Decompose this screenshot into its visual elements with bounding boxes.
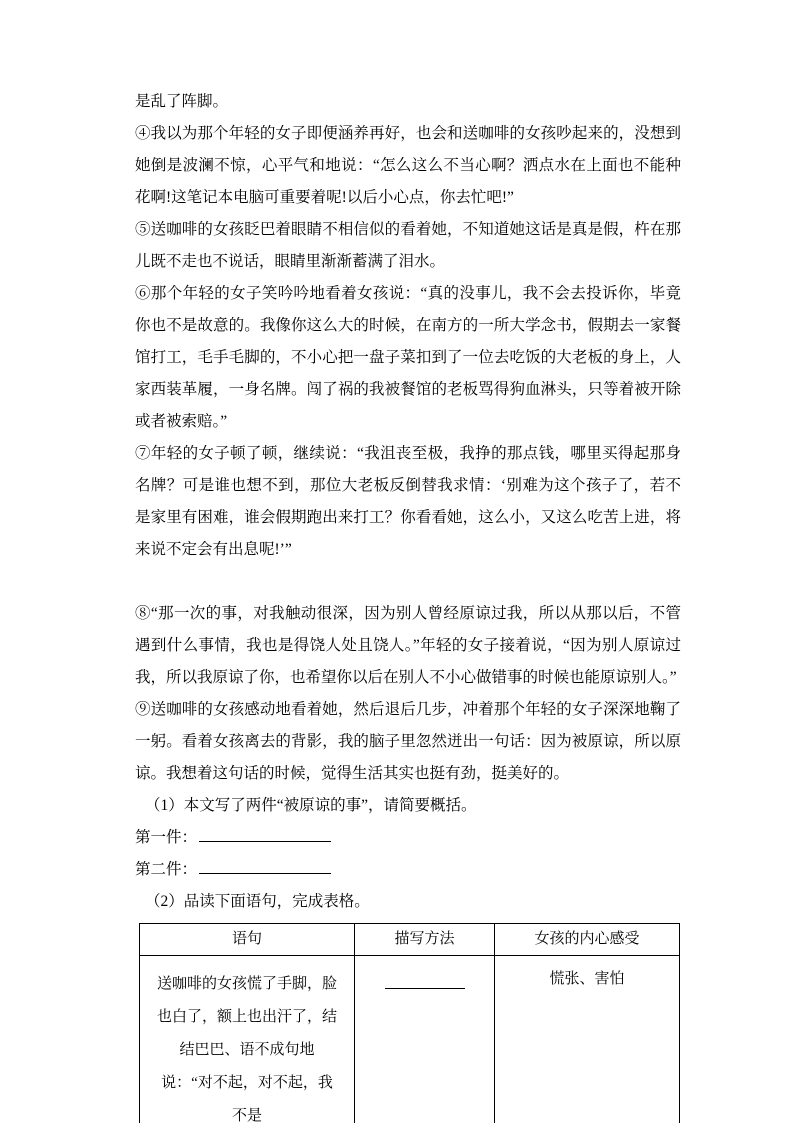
question-1: （1）本文写了两件“被原谅的事”，请简要概括。 bbox=[145, 797, 477, 814]
second-item-label: 第二件： bbox=[135, 861, 198, 878]
header-sentence: 语句 bbox=[140, 924, 355, 956]
cell-feeling: 慌张、害怕 bbox=[495, 956, 680, 1123]
table-header-row bbox=[140, 924, 680, 956]
header-feeling: 女孩的内心感受 bbox=[495, 924, 680, 956]
first-item-label: 第一件： bbox=[135, 829, 198, 846]
table-row bbox=[140, 956, 680, 1123]
answer-line-first bbox=[135, 822, 681, 854]
paragraph-4: ④我以为那个年轻的女子即便涵养再好，也会和送咖啡的女孩吵起来的，没想到她倒是波澜不惊，心平气和地说：“怎么这么不当心啊？洒点水在上面也不能种花啊!这笔记本电脑可重要着呢!以后小心点，你去忙吧!” bbox=[135, 125, 681, 206]
cell-method bbox=[355, 956, 495, 1123]
paragraph-7: ⑦年轻的女子顿了顿，继续说：“我沮丧至极，我挣的那点钱，哪里买得起那身名牌？可是谁也想不到，那位大老板反倒替我求情：‘别难为这个孩子了，若不是家里有困难，谁会假期跑出来打工？你看看她，这么小，又这么吃苦上进，将来说不定会有出息呢!’” bbox=[135, 445, 681, 558]
answer-blank-first bbox=[199, 827, 331, 842]
method-answer-blank bbox=[385, 974, 465, 989]
paragraph-continuation: 是乱了阵脚。 bbox=[135, 93, 229, 110]
paragraph-5: ⑤送咖啡的女孩眨巴着眼睛不相信似的看着她，不知道她这话是真是假，杵在那儿既不走也不说话，眼睛里渐渐蓄满了泪水。 bbox=[135, 221, 681, 270]
paragraph-9: ⑨送咖啡的女孩感动地看着她，然后退后几步，冲着那个年轻的女子深深地鞠了一躬。看着女孩离去的背影，我的脑子里忽然迸出一句话：因为被原谅，所以原谅。我想着这句话的时候，觉得生活其实也挺有劲，挺美好的。 bbox=[135, 701, 681, 782]
answer-blank-second bbox=[199, 859, 331, 874]
document-content bbox=[135, 86, 681, 1123]
question-2: （2）品读下面语句，完成表格。 bbox=[145, 893, 370, 910]
cell-sentence: 送咖啡的女孩慌了手脚，脸也白了，额上也出汗了，结结巴巴、语不成句地说：“对不起，对不起，我不是 bbox=[140, 956, 355, 1123]
paragraph-6: ⑥那个年轻的女子笑吟吟地看着女孩说：“真的没事儿，我不会去投诉你，毕竟你也不是故意的。我像你这么大的时候，在南方的一所大学念书，假期去一家餐馆打工，毛手毛脚的，不小心把一盘子菜扣到了一位去吃饭的大老板的身上，人家西装革履，一身名牌。闯了祸的我被餐馆的老板骂得狗血淋头，只等着被开除或者被索赔。” bbox=[135, 285, 681, 430]
analysis-table bbox=[139, 923, 680, 1123]
header-method: 描写方法 bbox=[355, 924, 495, 956]
answer-line-second bbox=[135, 854, 681, 886]
paragraph-8: ⑧“那一次的事，对我触动很深，因为别人曾经原谅过我，所以从那以后，不管遇到什么事情，我也是得饶人处且饶人。”年轻的女子接着说，“因为别人原谅过我，所以我原谅了你，也希望你以后在别人不小心做错事的时候也能原谅别人。” bbox=[135, 605, 681, 686]
